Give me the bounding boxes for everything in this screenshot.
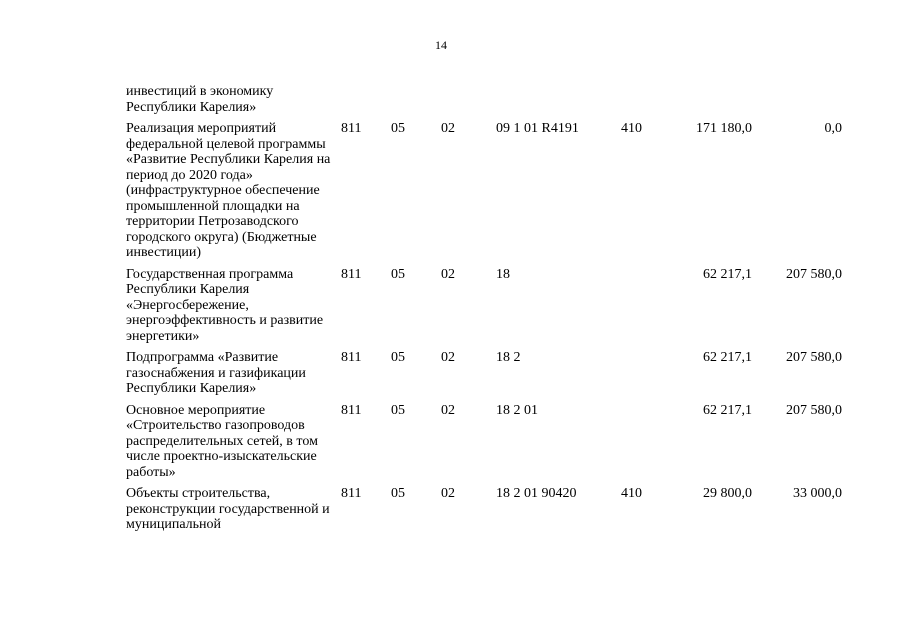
row-amount-year2: 207 580,0	[786, 402, 842, 418]
row-name: Основное мероприятие «Строительство газопроводов распределительных сетей, в том числе проектно-изыскательские работы»	[126, 402, 318, 480]
table-row	[126, 350, 842, 403]
row-expense-type: 410	[621, 486, 642, 501]
page-number: 14	[435, 38, 447, 52]
row-name: Реализация мероприятий федеральной целевой программы «Развитие Республики Карелия на период до 2020 года» (инфраструктурное обеспечение промышленной площадки на территории Петрозаводского городского округа) (Бюджетные инвестиции)	[126, 121, 331, 260]
row-amount-year1: 171 180,0	[696, 121, 752, 136]
row-section	[391, 84, 441, 121]
row-subsection: 02	[441, 121, 455, 136]
row-amount-year2: 33 000,0	[793, 486, 842, 501]
row-section: 05	[391, 121, 405, 136]
row-expense-type	[621, 267, 666, 351]
row-subsection: 02	[441, 486, 455, 501]
row-target-article	[496, 84, 621, 121]
row-target-article: 18 2	[496, 350, 521, 365]
row-expense-type: 410	[621, 121, 642, 136]
row-admin-code	[341, 84, 391, 121]
row-section: 05	[391, 486, 405, 501]
row-target-article: 09 1 01 R4191	[496, 121, 579, 136]
row-section: 05	[391, 266, 405, 282]
row-admin-code: 811	[341, 266, 362, 282]
row-amount-year2: 207 580,0	[786, 266, 842, 282]
row-amount-year1: 62 217,1	[703, 266, 752, 282]
row-admin-code: 811	[341, 486, 362, 501]
row-name: Государственная программа Республики Карелия «Энергосбережение, энергоэффективность и развитие энергетики»	[126, 266, 324, 344]
table-row	[126, 403, 842, 487]
row-amount-year1	[666, 84, 752, 121]
row-admin-code: 811	[341, 402, 362, 418]
row-amount-year1: 62 217,1	[703, 402, 752, 418]
row-admin-code: 811	[341, 121, 362, 136]
row-subsection	[441, 84, 496, 121]
row-expense-type	[621, 350, 666, 403]
row-subsection: 02	[441, 402, 455, 418]
budget-table-body	[126, 84, 842, 539]
row-section: 05	[391, 402, 405, 418]
row-target-article: 18 2 01	[496, 402, 538, 418]
row-subsection: 02	[441, 350, 455, 365]
table-row	[126, 267, 842, 351]
row-admin-code: 811	[341, 350, 362, 365]
row-target-article: 18 2 01 90420	[496, 486, 577, 501]
row-section: 05	[391, 350, 405, 365]
row-amount-year2: 207 580,0	[786, 350, 842, 365]
table-row	[126, 121, 842, 267]
row-expense-type	[621, 403, 666, 487]
row-name: инвестиций в экономику Республики Карелия»	[126, 84, 274, 115]
row-amount-year2	[752, 84, 842, 121]
row-target-article: 18	[496, 266, 510, 282]
table-row	[126, 486, 842, 539]
table-row	[126, 84, 842, 121]
row-amount-year1: 62 217,1	[703, 350, 752, 365]
row-name: Объекты строительства, реконструкции государственной и муниципальной	[126, 486, 330, 532]
row-subsection: 02	[441, 266, 455, 282]
row-name: Подпрограмма «Развитие газоснабжения и газификации Республики Карелия»	[126, 350, 306, 396]
row-amount-year1: 29 800,0	[703, 486, 752, 501]
row-expense-type	[621, 84, 666, 121]
row-amount-year2: 0,0	[824, 121, 842, 136]
budget-table	[126, 84, 842, 539]
